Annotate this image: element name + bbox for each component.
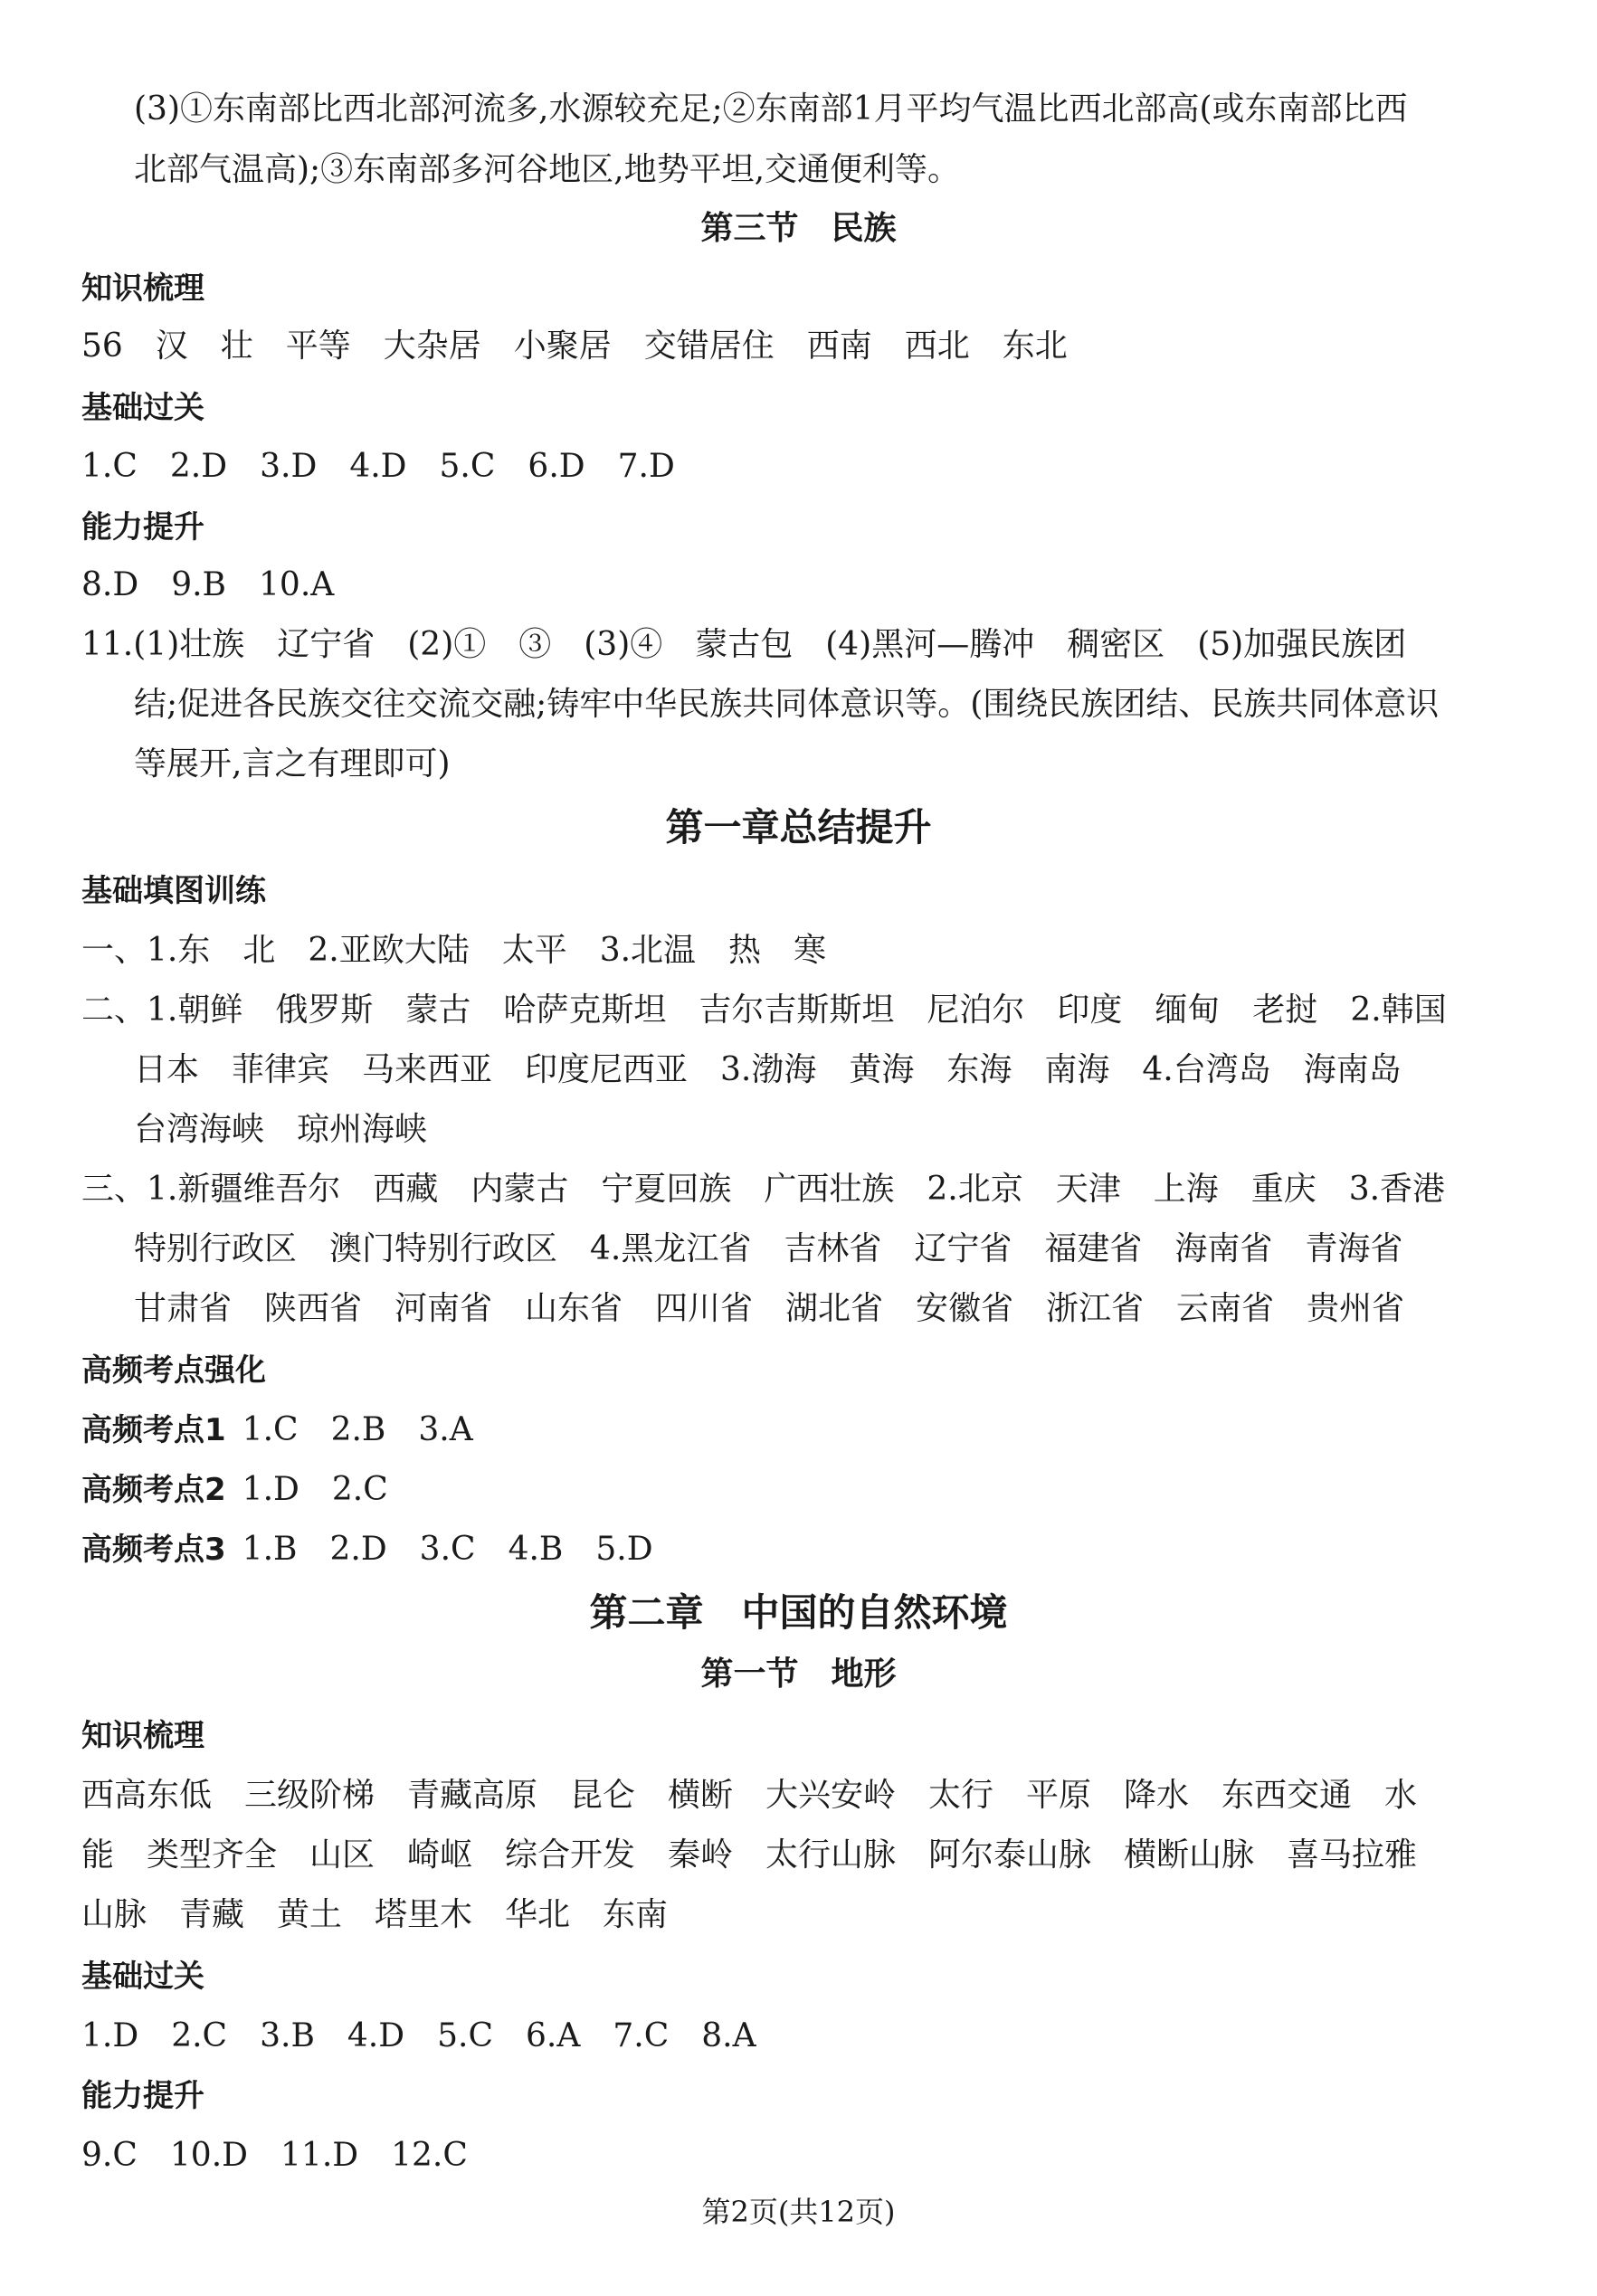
q11-line-2: 结;促进各民族交往交流交融;铸牢中华民族共同体意识等。(围绕民族团结、民族共同体意识	[134, 686, 1440, 723]
label-knowledge-terrain: 知识梳理	[81, 1718, 204, 1754]
terrain-knowledge-3: 山脉 青藏 黄土 塔里木 华北 东南	[81, 1896, 669, 1933]
terrain-basic-answers: 1.D 2.C 3.B 4.D 5.C 6.A 7.C 8.A	[81, 2017, 756, 2054]
hf-3-answers: 1.B 2.D 3.C 4.B 5.D	[242, 1531, 653, 1568]
label-basic: 基础过关	[81, 390, 204, 426]
label-high-frequency: 高频考点强化	[81, 1352, 266, 1389]
label-basic-terrain: 基础过关	[81, 1959, 204, 1995]
intro-line-1: (3)①东南部比西北部河流多,水源较充足;②东南部1月平均气温比西北部高(或东南部比西	[134, 90, 1408, 128]
intro-line-2: 北部气温高);③东南部多河谷地区,地势平坦,交通便利等。	[134, 151, 961, 188]
label-knowledge: 知识梳理	[81, 270, 204, 307]
fill-row-3a: 三、1.新疆维吾尔 西藏 内蒙古 宁夏回族 广西壮族 2.北京 天津 上海 重庆 3.香港	[81, 1171, 1446, 1208]
hf-1-answers: 1.C 2.B 3.A	[242, 1411, 473, 1448]
label-fill-map: 基础填图训练	[81, 873, 266, 909]
hf-3-label: 高频考点3	[81, 1532, 226, 1568]
ability-answers: 8.D 9.B 10.A	[81, 566, 335, 603]
terrain-knowledge-1: 西高东低 三级阶梯 青藏高原 昆仑 横断 大兴安岭 太行 平原 降水 东西交通 水	[81, 1777, 1418, 1814]
section-title-ethnic: 第三节 民族	[700, 210, 897, 247]
chapter2-title: 第二章 中国的自然环境	[589, 1590, 1008, 1635]
hf-row-3	[0, 1520, 1597, 1580]
knowledge-answers: 56 汉 壮 平等 大杂居 小聚居 交错居住 西南 西北 东北	[81, 327, 1068, 365]
hf-2-answers: 1.D 2.C	[242, 1471, 388, 1508]
page-footer: 第2页(共12页)	[701, 2195, 896, 2229]
chapter1-summary-title: 第一章总结提升	[665, 805, 932, 849]
hf-1-label: 高频考点1	[81, 1412, 226, 1448]
fill-row-3c: 甘肃省 陕西省 河南省 山东省 四川省 湖北省 安徽省 浙江省 云南省 贵州省	[134, 1290, 1405, 1327]
section-title-terrain: 第一节 地形	[700, 1656, 897, 1693]
terrain-knowledge-2: 能 类型齐全 山区 崎岖 综合开发 秦岭 太行山脉 阿尔泰山脉 横断山脉 喜马拉雅	[81, 1836, 1418, 1874]
hf-row-1	[0, 1400, 1597, 1460]
fill-row-2b: 日本 菲律宾 马来西亚 印度尼西亚 3.渤海 黄海 东海 南海 4.台湾岛 海南岛	[134, 1051, 1402, 1088]
terrain-ability-answers: 9.C 10.D 11.D 12.C	[81, 2137, 468, 2174]
fill-row-2c: 台湾海峡 琼州海峡	[134, 1111, 428, 1148]
fill-row-1: 一、1.东 北 2.亚欧大陆 太平 3.北温 热 寒	[81, 932, 827, 969]
q11-line-1: 11.(1)壮族 辽宁省 (2)① ③ (3)④ 蒙古包 (4)黑河—腾冲 稠密区 (5)加强民族团	[81, 626, 1407, 663]
hf-2-label: 高频考点2	[81, 1472, 226, 1508]
basic-answers: 1.C 2.D 3.D 4.D 5.C 6.D 7.D	[81, 448, 675, 485]
fill-row-2a: 二、1.朝鲜 俄罗斯 蒙古 哈萨克斯坦 吉尔吉斯斯坦 尼泊尔 印度 缅甸 老挝 2.韩国	[81, 991, 1447, 1029]
hf-row-2	[0, 1460, 1597, 1520]
q11-line-3: 等展开,言之有理即可)	[134, 745, 451, 783]
label-ability-terrain: 能力提升	[81, 2078, 204, 2114]
fill-row-3b: 特别行政区 澳门特别行政区 4.黑龙江省 吉林省 辽宁省 福建省 海南省 青海省	[134, 1230, 1403, 1267]
label-ability: 能力提升	[81, 509, 204, 546]
